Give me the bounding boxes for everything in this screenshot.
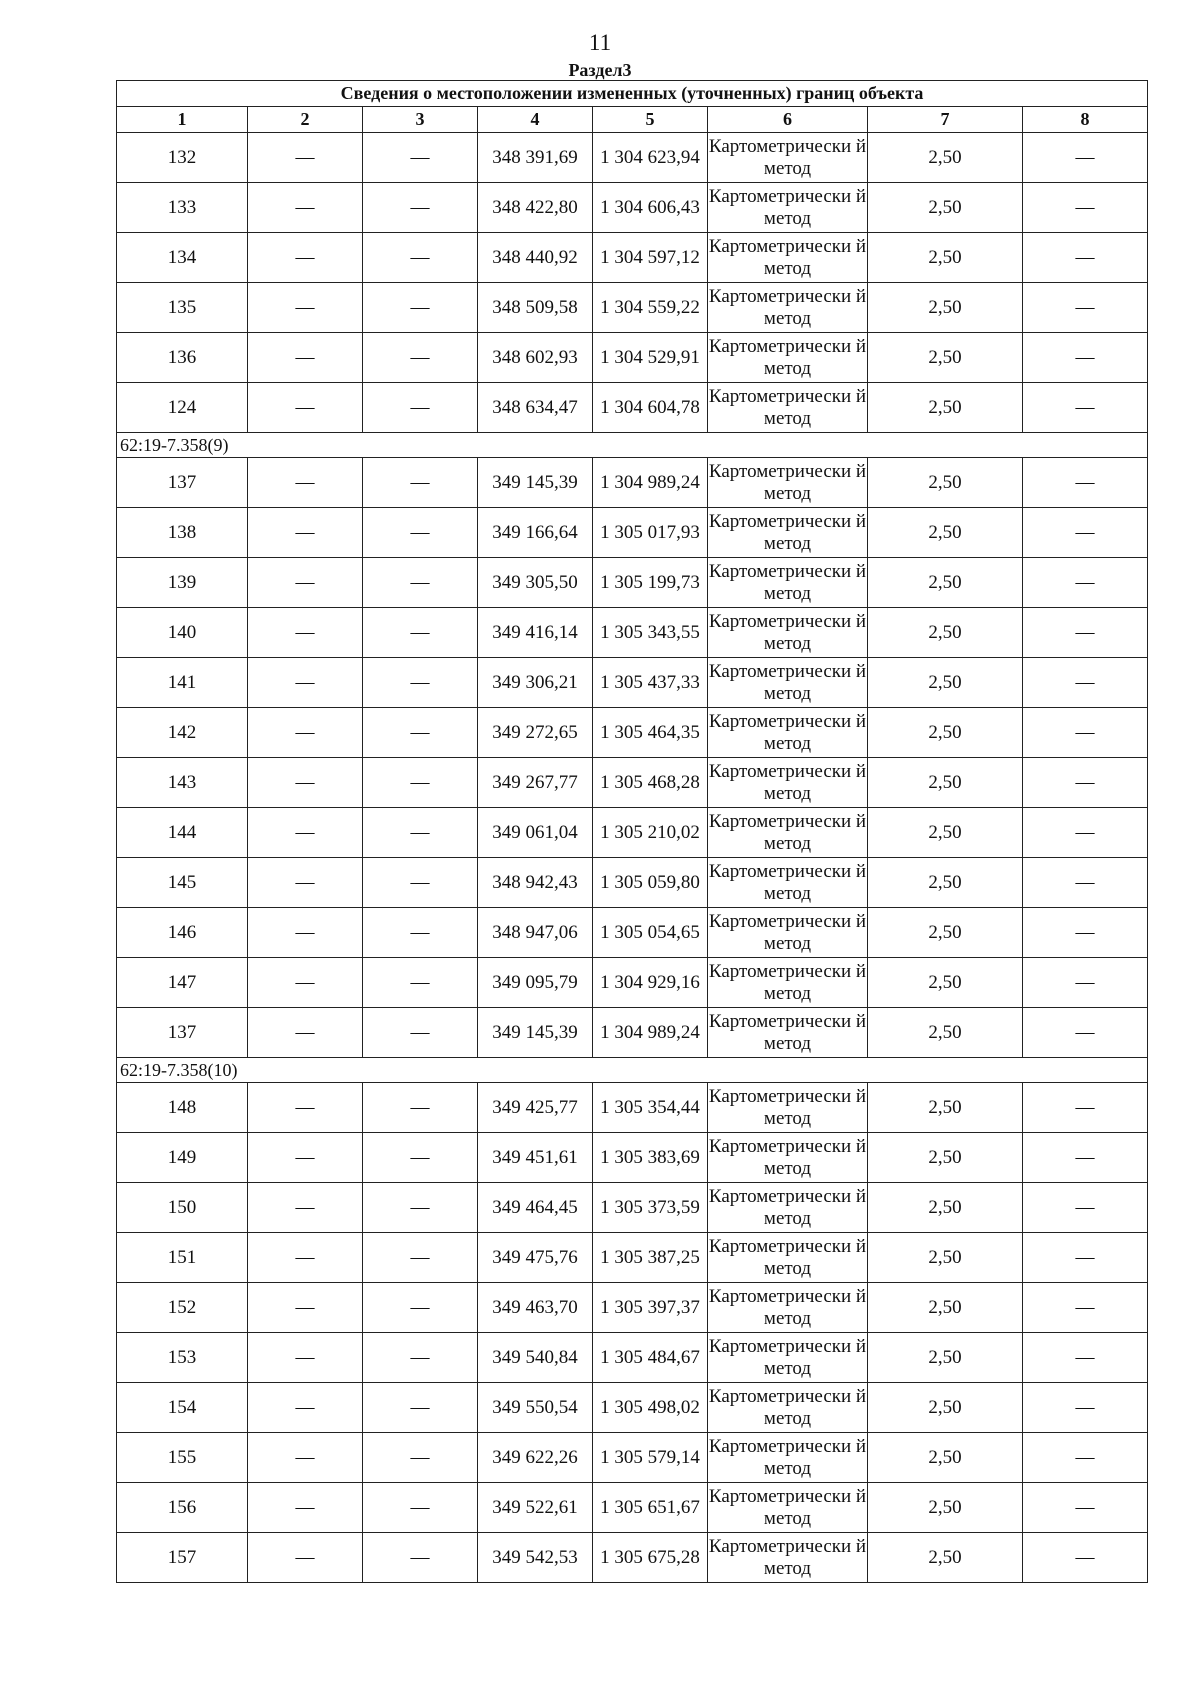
col2-cell: —: [248, 1233, 363, 1283]
accuracy-cell: 2,50: [868, 133, 1023, 183]
table-row: [117, 333, 1148, 383]
col3-cell: —: [363, 458, 478, 508]
table-row: [117, 1083, 1148, 1133]
x-coordinate-cell: 349 463,70: [478, 1283, 593, 1333]
method-cell: Картометрически й метод: [708, 283, 868, 333]
group-label: 62:19-7.358(9): [117, 433, 1148, 458]
point-number-cell: 153: [117, 1333, 248, 1383]
x-coordinate-cell: 349 464,45: [478, 1183, 593, 1233]
col3-cell: —: [363, 1133, 478, 1183]
y-coordinate-cell: 1 305 354,44: [593, 1083, 708, 1133]
table-row: [117, 133, 1148, 183]
method-cell: Картометрически й метод: [708, 858, 868, 908]
col2-cell: —: [248, 458, 363, 508]
col2-cell: —: [248, 1133, 363, 1183]
method-cell: Картометрически й метод: [708, 383, 868, 433]
col3-cell: —: [363, 133, 478, 183]
col3-cell: —: [363, 708, 478, 758]
column-header: 5: [593, 107, 708, 133]
point-number-cell: 154: [117, 1383, 248, 1433]
col2-cell: —: [248, 333, 363, 383]
accuracy-cell: 2,50: [868, 808, 1023, 858]
method-cell: Картометрически й метод: [708, 958, 868, 1008]
col8-cell: —: [1023, 1083, 1148, 1133]
y-coordinate-cell: 1 304 606,43: [593, 183, 708, 233]
table-row: [117, 1433, 1148, 1483]
accuracy-cell: 2,50: [868, 658, 1023, 708]
col3-cell: —: [363, 333, 478, 383]
x-coordinate-cell: 349 416,14: [478, 608, 593, 658]
col8-cell: —: [1023, 708, 1148, 758]
x-coordinate-cell: 349 550,54: [478, 1383, 593, 1433]
x-coordinate-cell: 349 305,50: [478, 558, 593, 608]
section-title: Раздел3: [568, 60, 632, 80]
accuracy-cell: 2,50: [868, 233, 1023, 283]
col3-cell: —: [363, 1333, 478, 1383]
col3-cell: —: [363, 658, 478, 708]
col3-cell: —: [363, 958, 478, 1008]
point-number-cell: 139: [117, 558, 248, 608]
col2-cell: —: [248, 283, 363, 333]
y-coordinate-cell: 1 305 468,28: [593, 758, 708, 808]
method-cell: Картометрически й метод: [708, 808, 868, 858]
x-coordinate-cell: 348 942,43: [478, 858, 593, 908]
point-number-cell: 137: [117, 1008, 248, 1058]
col8-cell: —: [1023, 558, 1148, 608]
col8-cell: —: [1023, 1383, 1148, 1433]
x-coordinate-cell: 349 451,61: [478, 1133, 593, 1183]
col8-cell: —: [1023, 508, 1148, 558]
col8-cell: —: [1023, 1008, 1148, 1058]
y-coordinate-cell: 1 304 623,94: [593, 133, 708, 183]
col8-cell: —: [1023, 233, 1148, 283]
point-number-cell: 146: [117, 908, 248, 958]
accuracy-cell: 2,50: [868, 1233, 1023, 1283]
table-row: [117, 708, 1148, 758]
col2-cell: —: [248, 133, 363, 183]
col8-cell: —: [1023, 1433, 1148, 1483]
table-row: [117, 1533, 1148, 1583]
y-coordinate-cell: 1 304 559,22: [593, 283, 708, 333]
col8-cell: —: [1023, 1283, 1148, 1333]
col3-cell: —: [363, 1183, 478, 1233]
accuracy-cell: 2,50: [868, 1433, 1023, 1483]
x-coordinate-cell: 348 422,80: [478, 183, 593, 233]
point-number-cell: 148: [117, 1083, 248, 1133]
point-number-cell: 135: [117, 283, 248, 333]
table-caption: Сведения о местоположении измененных (уточненных) границ объекта: [117, 81, 1148, 107]
x-coordinate-cell: 349 475,76: [478, 1233, 593, 1283]
col3-cell: —: [363, 608, 478, 658]
point-number-cell: 151: [117, 1233, 248, 1283]
col3-cell: —: [363, 908, 478, 958]
col2-cell: —: [248, 233, 363, 283]
point-number-cell: 133: [117, 183, 248, 233]
column-header: 1: [117, 107, 248, 133]
x-coordinate-cell: 348 947,06: [478, 908, 593, 958]
point-number-cell: 150: [117, 1183, 248, 1233]
point-number-cell: 134: [117, 233, 248, 283]
col2-cell: —: [248, 383, 363, 433]
accuracy-cell: 2,50: [868, 558, 1023, 608]
accuracy-cell: 2,50: [868, 1183, 1023, 1233]
y-coordinate-cell: 1 304 929,16: [593, 958, 708, 1008]
x-coordinate-cell: 349 540,84: [478, 1333, 593, 1383]
y-coordinate-cell: 1 305 210,02: [593, 808, 708, 858]
method-cell: Картометрически й метод: [708, 658, 868, 708]
accuracy-cell: 2,50: [868, 1383, 1023, 1433]
method-cell: Картометрически й метод: [708, 1483, 868, 1533]
method-cell: Картометрически й метод: [708, 133, 868, 183]
x-coordinate-cell: 349 166,64: [478, 508, 593, 558]
col8-cell: —: [1023, 658, 1148, 708]
y-coordinate-cell: 1 305 437,33: [593, 658, 708, 708]
accuracy-cell: 2,50: [868, 508, 1023, 558]
table-row: [117, 1283, 1148, 1333]
col8-cell: —: [1023, 283, 1148, 333]
col2-cell: —: [248, 808, 363, 858]
y-coordinate-cell: 1 304 529,91: [593, 333, 708, 383]
x-coordinate-cell: 348 634,47: [478, 383, 593, 433]
col2-cell: —: [248, 1483, 363, 1533]
table-row: [117, 1383, 1148, 1433]
page-number: 11: [588, 30, 612, 55]
col8-cell: —: [1023, 858, 1148, 908]
table-row: [117, 183, 1148, 233]
accuracy-cell: 2,50: [868, 1283, 1023, 1333]
col3-cell: —: [363, 1083, 478, 1133]
x-coordinate-cell: 349 145,39: [478, 458, 593, 508]
method-cell: Картометрически й метод: [708, 558, 868, 608]
point-number-cell: 147: [117, 958, 248, 1008]
col8-cell: —: [1023, 1333, 1148, 1383]
method-cell: Картометрически й метод: [708, 1183, 868, 1233]
col3-cell: —: [363, 1383, 478, 1433]
col3-cell: —: [363, 858, 478, 908]
y-coordinate-cell: 1 304 604,78: [593, 383, 708, 433]
accuracy-cell: 2,50: [868, 1083, 1023, 1133]
y-coordinate-cell: 1 305 397,37: [593, 1283, 708, 1333]
accuracy-cell: 2,50: [868, 758, 1023, 808]
x-coordinate-cell: 349 306,21: [478, 658, 593, 708]
table-row: [117, 1133, 1148, 1183]
method-cell: Картометрически й метод: [708, 1383, 868, 1433]
col2-cell: —: [248, 1533, 363, 1583]
accuracy-cell: 2,50: [868, 608, 1023, 658]
point-number-cell: 138: [117, 508, 248, 558]
table-row: [117, 808, 1148, 858]
table-row: [117, 1233, 1148, 1283]
table-row: [117, 383, 1148, 433]
accuracy-cell: 2,50: [868, 333, 1023, 383]
point-number-cell: 145: [117, 858, 248, 908]
column-header: 7: [868, 107, 1023, 133]
point-number-cell: 156: [117, 1483, 248, 1533]
method-cell: Картометрически й метод: [708, 1083, 868, 1133]
col8-cell: —: [1023, 383, 1148, 433]
method-cell: Картометрически й метод: [708, 1283, 868, 1333]
y-coordinate-cell: 1 305 579,14: [593, 1433, 708, 1483]
accuracy-cell: 2,50: [868, 958, 1023, 1008]
point-number-cell: 149: [117, 1133, 248, 1183]
point-number-cell: 140: [117, 608, 248, 658]
x-coordinate-cell: 349 272,65: [478, 708, 593, 758]
table-row: [117, 283, 1148, 333]
y-coordinate-cell: 1 305 059,80: [593, 858, 708, 908]
group-label: 62:19-7.358(10): [117, 1058, 1148, 1083]
col2-cell: —: [248, 758, 363, 808]
accuracy-cell: 2,50: [868, 283, 1023, 333]
table-row: [117, 1333, 1148, 1383]
x-coordinate-cell: 348 440,92: [478, 233, 593, 283]
coordinates-table: [116, 80, 1148, 1583]
col2-cell: —: [248, 1008, 363, 1058]
col3-cell: —: [363, 1433, 478, 1483]
col2-cell: —: [248, 1383, 363, 1433]
y-coordinate-cell: 1 304 597,12: [593, 233, 708, 283]
point-number-cell: 141: [117, 658, 248, 708]
method-cell: Картометрически й метод: [708, 233, 868, 283]
col2-cell: —: [248, 508, 363, 558]
table-row: [117, 608, 1148, 658]
point-number-cell: 124: [117, 383, 248, 433]
col2-cell: —: [248, 1433, 363, 1483]
table-row: [117, 233, 1148, 283]
y-coordinate-cell: 1 305 464,35: [593, 708, 708, 758]
point-number-cell: 136: [117, 333, 248, 383]
y-coordinate-cell: 1 305 675,28: [593, 1533, 708, 1583]
col8-cell: —: [1023, 1483, 1148, 1533]
table-row: [117, 1008, 1148, 1058]
col8-cell: —: [1023, 608, 1148, 658]
accuracy-cell: 2,50: [868, 858, 1023, 908]
col2-cell: —: [248, 708, 363, 758]
column-header: 3: [363, 107, 478, 133]
col8-cell: —: [1023, 908, 1148, 958]
y-coordinate-cell: 1 305 383,69: [593, 1133, 708, 1183]
y-coordinate-cell: 1 305 484,67: [593, 1333, 708, 1383]
point-number-cell: 143: [117, 758, 248, 808]
col3-cell: —: [363, 558, 478, 608]
x-coordinate-cell: 349 095,79: [478, 958, 593, 1008]
col3-cell: —: [363, 283, 478, 333]
column-header: 2: [248, 107, 363, 133]
x-coordinate-cell: 349 145,39: [478, 1008, 593, 1058]
group-row: [117, 433, 1148, 458]
col3-cell: —: [363, 1533, 478, 1583]
table-row: [117, 858, 1148, 908]
col8-cell: —: [1023, 133, 1148, 183]
y-coordinate-cell: 1 305 054,65: [593, 908, 708, 958]
point-number-cell: 152: [117, 1283, 248, 1333]
x-coordinate-cell: 349 425,77: [478, 1083, 593, 1133]
y-coordinate-cell: 1 304 989,24: [593, 458, 708, 508]
method-cell: Картометрически й метод: [708, 333, 868, 383]
table-row: [117, 758, 1148, 808]
table-row: [117, 958, 1148, 1008]
point-number-cell: 144: [117, 808, 248, 858]
col2-cell: —: [248, 858, 363, 908]
col3-cell: —: [363, 233, 478, 283]
method-cell: Картометрически й метод: [708, 1433, 868, 1483]
group-row: [117, 1058, 1148, 1083]
col2-cell: —: [248, 608, 363, 658]
col2-cell: —: [248, 908, 363, 958]
x-coordinate-cell: 349 267,77: [478, 758, 593, 808]
method-cell: Картометрически й метод: [708, 608, 868, 658]
column-header: 6: [708, 107, 868, 133]
accuracy-cell: 2,50: [868, 383, 1023, 433]
column-header: 8: [1023, 107, 1148, 133]
col3-cell: —: [363, 383, 478, 433]
x-coordinate-cell: 348 509,58: [478, 283, 593, 333]
col3-cell: —: [363, 1008, 478, 1058]
column-header: 4: [478, 107, 593, 133]
col3-cell: —: [363, 1483, 478, 1533]
accuracy-cell: 2,50: [868, 1483, 1023, 1533]
table-row: [117, 1483, 1148, 1533]
method-cell: Картометрически й метод: [708, 1133, 868, 1183]
y-coordinate-cell: 1 305 017,93: [593, 508, 708, 558]
col2-cell: —: [248, 183, 363, 233]
x-coordinate-cell: 349 522,61: [478, 1483, 593, 1533]
col2-cell: —: [248, 1083, 363, 1133]
column-header-row: [117, 107, 1148, 133]
col8-cell: —: [1023, 458, 1148, 508]
col8-cell: —: [1023, 1133, 1148, 1183]
accuracy-cell: 2,50: [868, 708, 1023, 758]
method-cell: Картометрически й метод: [708, 1533, 868, 1583]
method-cell: Картометрически й метод: [708, 758, 868, 808]
accuracy-cell: 2,50: [868, 1333, 1023, 1383]
col2-cell: —: [248, 958, 363, 1008]
col8-cell: —: [1023, 333, 1148, 383]
y-coordinate-cell: 1 305 373,59: [593, 1183, 708, 1233]
point-number-cell: 155: [117, 1433, 248, 1483]
col3-cell: —: [363, 1283, 478, 1333]
y-coordinate-cell: 1 305 651,67: [593, 1483, 708, 1533]
col2-cell: —: [248, 558, 363, 608]
method-cell: Картометрически й метод: [708, 183, 868, 233]
accuracy-cell: 2,50: [868, 458, 1023, 508]
accuracy-cell: 2,50: [868, 183, 1023, 233]
col8-cell: —: [1023, 758, 1148, 808]
col8-cell: —: [1023, 958, 1148, 1008]
accuracy-cell: 2,50: [868, 1008, 1023, 1058]
table-body: [117, 133, 1148, 1583]
x-coordinate-cell: 349 061,04: [478, 808, 593, 858]
col8-cell: —: [1023, 183, 1148, 233]
x-coordinate-cell: 348 602,93: [478, 333, 593, 383]
point-number-cell: 157: [117, 1533, 248, 1583]
point-number-cell: 132: [117, 133, 248, 183]
y-coordinate-cell: 1 305 387,25: [593, 1233, 708, 1283]
method-cell: Картометрически й метод: [708, 908, 868, 958]
accuracy-cell: 2,50: [868, 908, 1023, 958]
col2-cell: —: [248, 658, 363, 708]
col2-cell: —: [248, 1183, 363, 1233]
table-row: [117, 508, 1148, 558]
col3-cell: —: [363, 183, 478, 233]
col8-cell: —: [1023, 808, 1148, 858]
method-cell: Картометрически й метод: [708, 458, 868, 508]
col3-cell: —: [363, 758, 478, 808]
table-row: [117, 1183, 1148, 1233]
point-number-cell: 137: [117, 458, 248, 508]
table-row: [117, 658, 1148, 708]
method-cell: Картометрически й метод: [708, 1333, 868, 1383]
col8-cell: —: [1023, 1533, 1148, 1583]
method-cell: Картометрически й метод: [708, 1008, 868, 1058]
y-coordinate-cell: 1 305 498,02: [593, 1383, 708, 1433]
col3-cell: —: [363, 508, 478, 558]
method-cell: Картометрически й метод: [708, 1233, 868, 1283]
col2-cell: —: [248, 1283, 363, 1333]
col8-cell: —: [1023, 1183, 1148, 1233]
col8-cell: —: [1023, 1233, 1148, 1283]
y-coordinate-cell: 1 305 199,73: [593, 558, 708, 608]
method-cell: Картометрически й метод: [708, 508, 868, 558]
x-coordinate-cell: 348 391,69: [478, 133, 593, 183]
point-number-cell: 142: [117, 708, 248, 758]
x-coordinate-cell: 349 542,53: [478, 1533, 593, 1583]
accuracy-cell: 2,50: [868, 1533, 1023, 1583]
col2-cell: —: [248, 1333, 363, 1383]
table-row: [117, 558, 1148, 608]
table-row: [117, 908, 1148, 958]
col3-cell: —: [363, 1233, 478, 1283]
col3-cell: —: [363, 808, 478, 858]
y-coordinate-cell: 1 304 989,24: [593, 1008, 708, 1058]
x-coordinate-cell: 349 622,26: [478, 1433, 593, 1483]
y-coordinate-cell: 1 305 343,55: [593, 608, 708, 658]
table-row: [117, 458, 1148, 508]
accuracy-cell: 2,50: [868, 1133, 1023, 1183]
method-cell: Картометрически й метод: [708, 708, 868, 758]
